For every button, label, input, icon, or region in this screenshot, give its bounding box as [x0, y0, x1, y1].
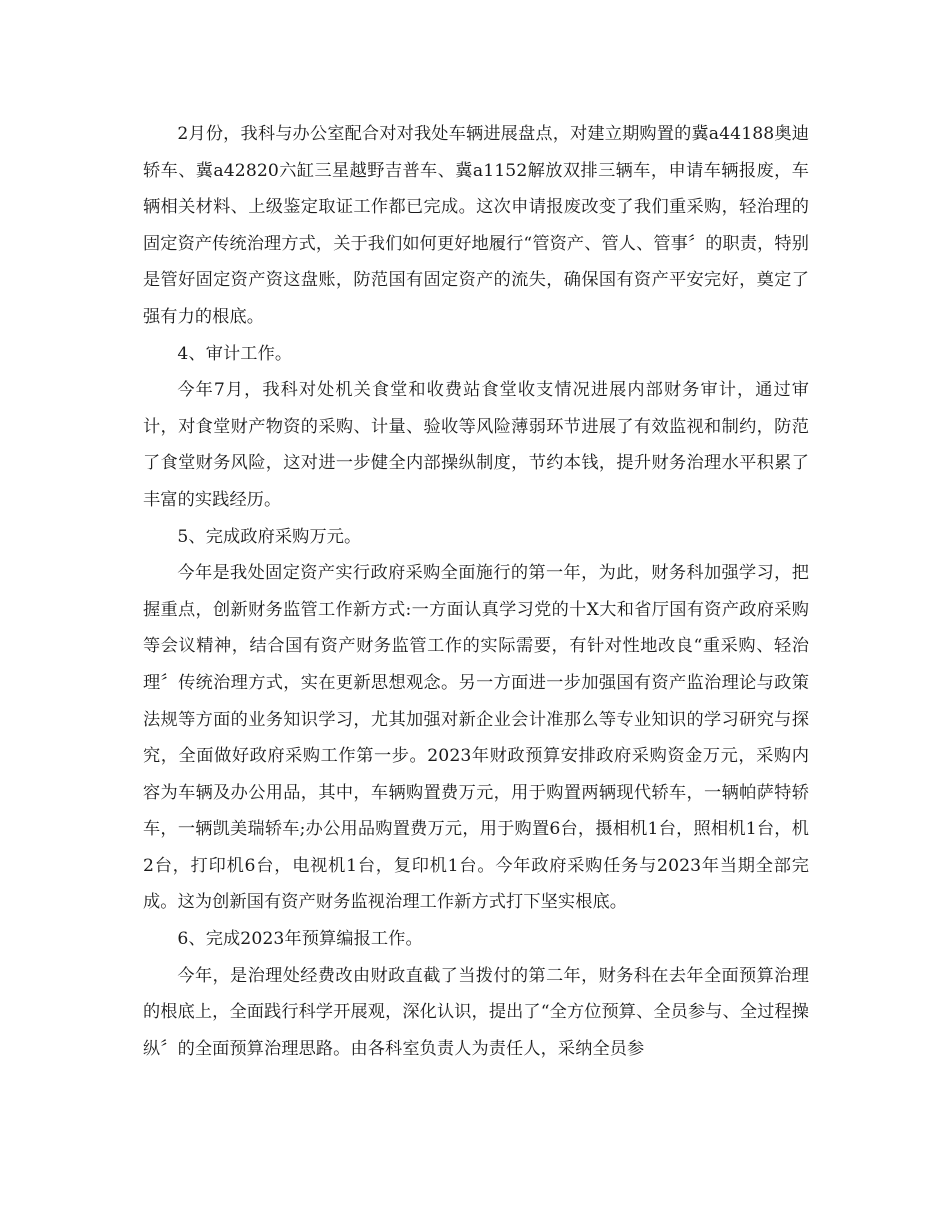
- document-body: [143, 116, 809, 1067]
- heading-government-procurement: 5、完成政府采购万元。: [177, 526, 362, 547]
- heading-budget-compilation: 6、完成2023年预算编报工作。: [177, 929, 423, 950]
- paragraph-procurement-details: 今年是我处固定资产实行政府采购全面施行的第一年，为此，财务科加强学习，把握重点，创新财务监管工作新方式:一方面认真学习党的十X大和省厅国有资产政府采购等会议精神，结合国有资产财务监管工作的实际需要，有针对性地改良“重采购、轻治理〞传统治理方式，实在更新思想观念。另一方面进一步加强国有资产监治理论与政策法规等方面的业务知识学习，尤其加强对新企业会计准那么等专业知识的学习研究与探究，全面做好政府采购工作第一步。2023年财政预算安排政府采购资金万元，采购内容为车辆及办公用品，其中，车辆购置费万元，用于购置两辆现代轿车，一辆帕萨特轿车，一辆凯美瑞轿车;办公用品购置费万元，用于购置6台，摄相机1台，照相机1台，机2台，打印机6台，电视机1台，复印机1台。今年政府采购任务与2023年当期全部完成。这为创新国有资产财务监视治理工作新方式打下坚实根底。: [143, 563, 809, 913]
- paragraph-canteen-audit: 今年7月，我科对处机关食堂和收费站食堂收支情况进展内部财务审计，通过审计，对食堂财产物资的采购、计量、验收等风险薄弱环节进展了有效监视和制约，防范了食堂财务风险，这对进一步健全内部操纵制度，节约本钱，提升财务治理水平积累了丰富的实践经历。: [143, 380, 809, 510]
- paragraph-budget-management: 今年，是治理处经费改由财政直截了当拨付的第二年，财务科在去年全面预算治理的根底上，全面践行科学开展观，深化认识，提出了“全方位预算、全员参与、全过程操纵〞的全面预算治理思路。由各科室负责人为责任人，采纳全员参: [143, 965, 809, 1059]
- paragraph-vehicle-scrapping: 2月份，我科与办公室配合对对我处车辆进展盘点，对建立期购置的冀a44188奥迪轿车、冀a42820六缸三星越野吉普车、冀a1152解放双排三辆车，申请车辆报废，车辆相关材料、上级鉴定取证工作都已完成。这次申请报废改变了我们重采购，轻治理的固定资产传统治理方式，关于我们如何更好地履行“管资产、管人、管事〞的职责，特别是管好固定资产资这盘账，防范国有固定资产的流失，确保国有资产平安完好，奠定了强有力的根底。: [143, 124, 809, 327]
- heading-audit-work: 4、审计工作。: [177, 343, 293, 364]
